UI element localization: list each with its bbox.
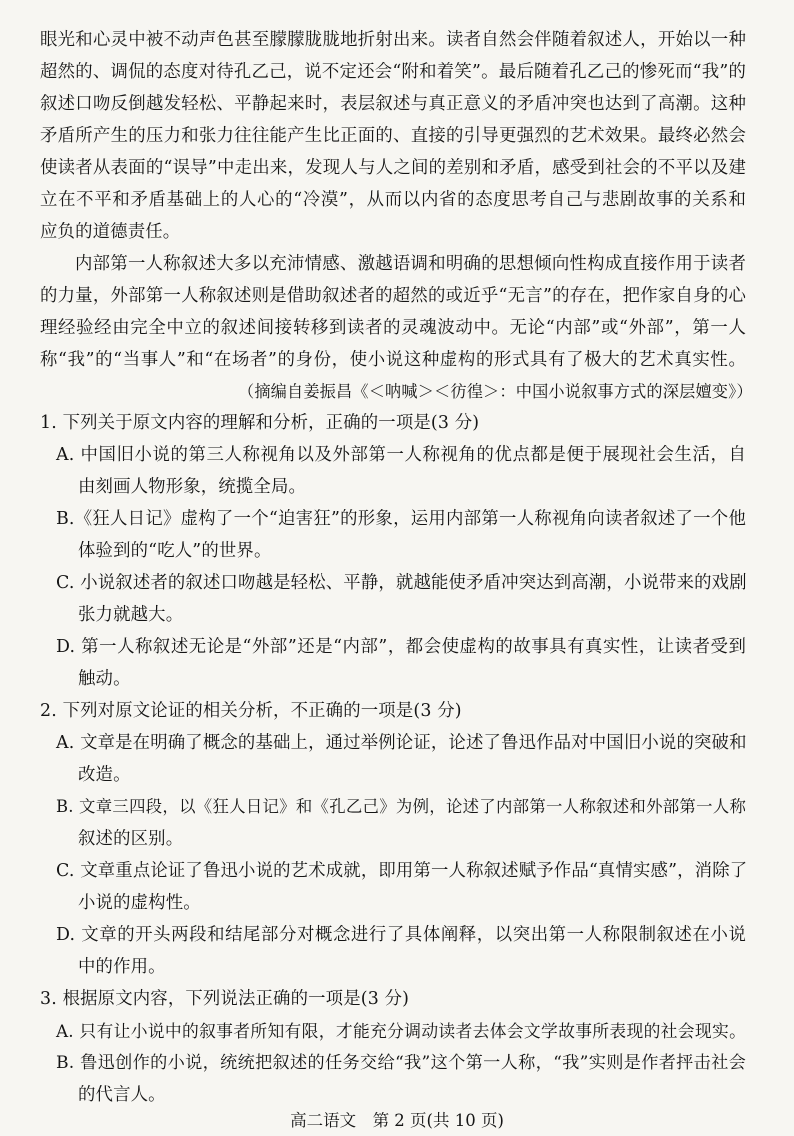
source-citation: （摘编自姜振昌《＜呐喊＞＜彷徨＞：中国小说叙事方式的深层嬗变》） [238, 382, 753, 401]
option-line: A. 只有让小说中的叙事者所知有限，才能充分调动读者去体会文学故事所表现的社会现实。 [56, 1021, 746, 1041]
passage-line: 超然的、调侃的态度对待孔乙己，说不定还会“附和着笑”。最后随着孔乙己的惨死而“我”的 [40, 62, 746, 82]
option-line: B.《狂人日记》虚构了一个“迫害狂”的形象，运用内部第一人称视角向读者叙述了一个他 [56, 509, 746, 529]
option-line: A. 中国旧小说的第三人称视角以及外部第一人称视角的优点都是便于展现社会生活，自 [56, 445, 746, 465]
option-line: 体验到的“吃人”的世界。 [78, 541, 272, 561]
option-line: 张力就越大。 [78, 605, 184, 625]
option-line: 触动。 [78, 669, 131, 689]
option-line: 中的作用。 [78, 957, 166, 977]
option-line: C. 小说叙述者的叙述口吻越是轻松、平静，就越能使矛盾冲突达到高潮，小说带来的戏剧 [56, 573, 747, 593]
option-line: D. 文章的开头两段和结尾部分对概念进行了具体阐释，以突出第一人称限制叙述在小说 [56, 925, 746, 945]
question-stem: 3. 根据原文内容，下列说法正确的一项是(3 分) [40, 989, 410, 1009]
option-line: 叙述的区别。 [78, 829, 184, 849]
page-footer: 高二语文 第 2 页(共 10 页) [290, 1111, 504, 1130]
passage-line: 的力量，外部第一人称叙述则是借助叙述者的超然的或近乎“无言”的存在，把作家自身的心 [40, 286, 746, 306]
question-stem: 1. 下列关于原文内容的理解和分析，正确的一项是(3 分) [40, 413, 480, 433]
passage-line: 眼光和心灵中被不动声色甚至朦朦胧胧地折射出来。读者自然会伴随着叙述人，开始以一种 [40, 30, 746, 50]
passage-line: 理经验经由完全中立的叙述间接转移到读者的灵魂波动中。无论“内部”或“外部”，第一人 [40, 318, 746, 338]
option-line: 的代言人。 [78, 1085, 166, 1105]
option-line: B. 鲁迅创作的小说，统统把叙述的任务交给“我”这个第一人称，“我”实则是作者抨击社会 [56, 1053, 746, 1073]
option-line: A. 文章是在明确了概念的基础上，通过举例论证，论述了鲁迅作品对中国旧小说的突破和 [56, 733, 747, 753]
option-line: 改造。 [78, 765, 131, 785]
option-line: C. 文章重点论证了鲁迅小说的艺术成就，即用第一人称叙述赋予作品“真情实感”，消除了 [56, 861, 748, 881]
passage-line: 称“我”的“当事人”和“在场者”的身份，使小说这种虚构的形式具有了极大的艺术真实性。 [40, 350, 746, 370]
passage-line: 内部第一人称叙述大多以充沛情感、激越语调和明确的思想倾向性构成直接作用于读者 [75, 254, 746, 274]
passage-line: 应负的道德责任。 [40, 222, 181, 242]
question-stem: 2. 下列对原文论证的相关分析，不正确的一项是(3 分) [40, 701, 462, 721]
option-line: D. 第一人称叙述无论是“外部”还是“内部”，都会使虚构的故事具有真实性，让读者受到 [56, 637, 746, 657]
passage-line: 矛盾所产生的压力和张力往往能产生比正面的、直接的引导更强烈的艺术效果。最终必然会 [40, 126, 746, 146]
passage-line: 叙述口吻反倒越发轻松、平静起来时，表层叙述与真正意义的矛盾冲突也达到了高潮。这种 [40, 94, 746, 114]
passage-line: 立在不平和矛盾基础上的人心的“冷漠”，从而以内省的态度思考自己与悲剧故事的关系和 [40, 190, 746, 210]
option-line: 由刻画人物形象，统揽全局。 [78, 477, 307, 497]
option-line: 小说的虚构性。 [78, 893, 201, 913]
passage-line: 使读者从表面的“误导”中走出来，发现人与人之间的差别和矛盾，感受到社会的不平以及建 [40, 158, 746, 178]
option-line: B. 文章三四段，以《狂人日记》和《孔乙己》为例，论述了内部第一人称叙述和外部第一人称 [56, 797, 746, 816]
